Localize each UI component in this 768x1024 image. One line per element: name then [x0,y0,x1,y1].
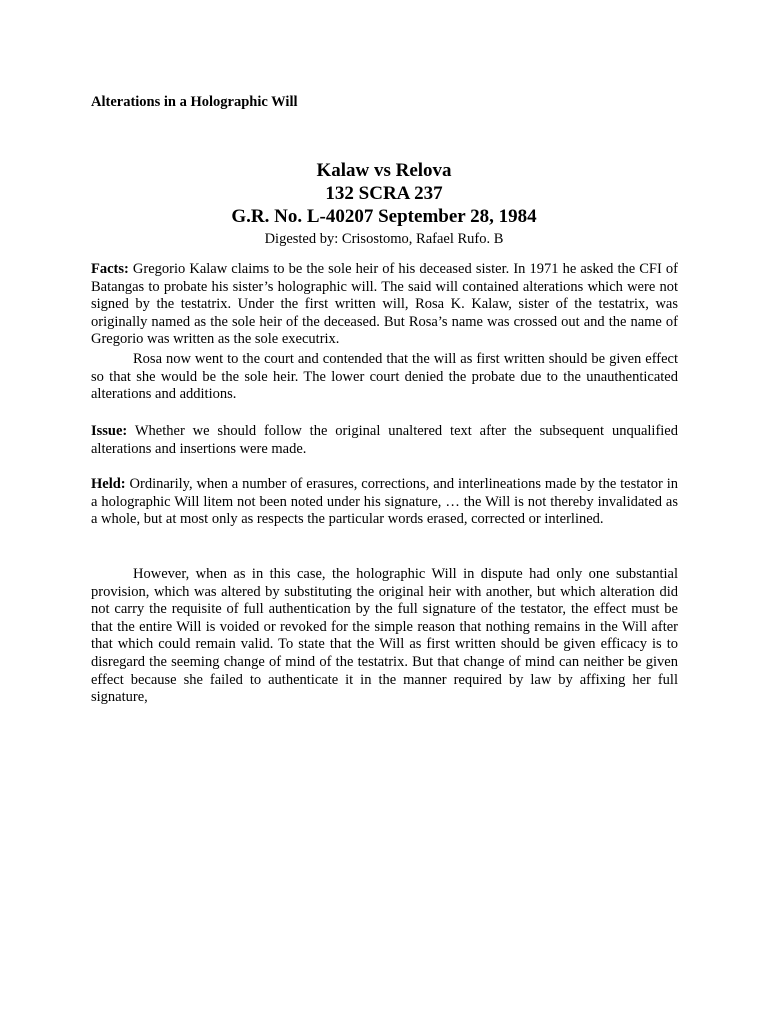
held-paragraph-2: However, when as in this case, the holographic Will in dispute had only one substantial provision, which was altered by substituting the original heir with another, but which alteration did not carry the requisite of full authentication by the full signature of the testator, the effect must be that the entire Will is voided or revoked for the simple reason that nothing remains in the Will after that which could remain valid. To state that the Will as first written should be given efficacy is to disregard the seeming change of mind of the testatrix. But that change of mind can neither be given effect because she failed to authenticate it in the manner required by law by affixing her full signature, [91,566,678,706]
held-label: Held: [91,476,126,492]
document-heading: Alterations in a Holographic Will [91,94,298,110]
issue-label: Issue: [91,423,128,439]
case-docket: G.R. No. L-40207 September 28, 1984 [231,206,537,227]
case-citation: 132 SCRA 237 [325,183,443,204]
issue-text: Whether we should follow the original unaltered text after the subsequent unqualified alterations and insertions were made. [91,423,678,457]
held-text: Ordinarily, when a number of erasures, corrections, and interlineations made by the testator in a holographic Will litem not been noted under his signature, … the Will is not thereby invalidated as a whole, but at most only as respects the particular words erased, corrected or interlined. [91,476,678,528]
held-paragraph [91,476,678,529]
facts-label: Facts: [91,261,129,277]
facts-paragraph-2: Rosa now went to the court and contended that the will as first written should be given effect so that she would be the sole heir. The lower court denied the probate due to the unauthenticated alterations and additions. [91,351,678,403]
case-name: Kalaw vs Relova [316,160,452,181]
facts-text: Gregorio Kalaw claims to be the sole heir of his deceased sister. In 1971 he asked the CFI of Batangas to probate his sister’s holographic will. The said will contained alterations which were not signed by the testatrix. Under the first written will, Rosa K. Kalaw, sister of the testatrix, was originally named as the sole heir of the deceased. But Rosa’s name was crossed out and the name of Gregorio was written as the sole executrix. [91,261,678,348]
digested-by: Digested by: Crisostomo, Rafael Rufo. B [264,231,504,247]
issue-paragraph [91,423,678,458]
case-title-block [0,159,768,249]
facts-paragraph [91,261,678,349]
